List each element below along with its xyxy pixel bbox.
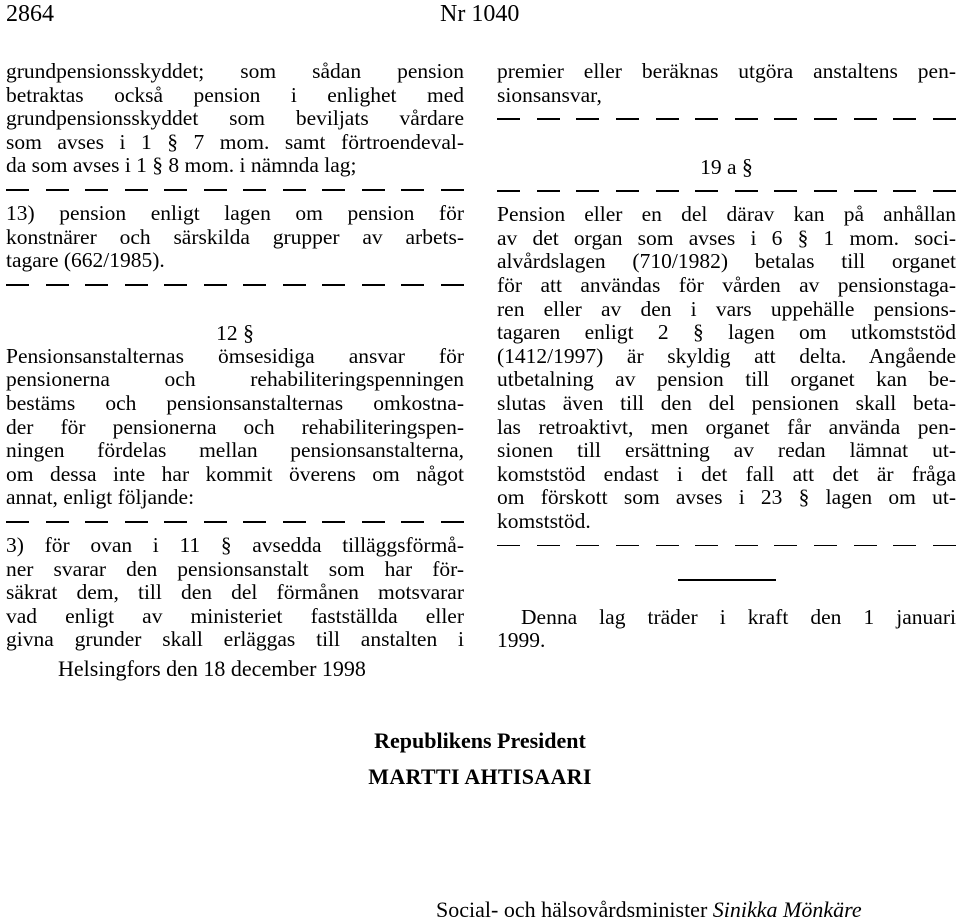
text-line: bestäms och pensionsanstalternas omkostna- [6,390,464,415]
text-line: grundpensionsskyddet; som sådan pension [6,59,464,83]
text-line: Denna lag träder i kraft den 1 januari [521,604,956,629]
text-line: premier eller beräknas utgöra anstaltens pen- [497,59,956,83]
text-line: tagare (662/1985). [6,248,165,273]
text-line: pensionerna och rehabiliteringspenningen [6,367,464,392]
text-line: om dessa inte har kommit överens om något [6,461,464,486]
text-line: (1412/1997) är skyldig att delta. Angående [497,343,956,368]
minister-title: Social- och hälsovårdsminister [436,897,708,922]
section-heading: 12 § [216,319,254,345]
omission-dashes [6,178,464,202]
text-line: las retroaktivt, men organet får använda pen- [497,414,956,439]
text-line: sionen till ersättning av redan lämnat ut- [497,438,956,463]
omission-dashes [497,179,956,203]
omission-dashes [6,273,464,297]
text-line: ren eller av den i vars uppehälle pensions- [497,296,956,321]
omission-dashes [497,107,956,131]
section-heading: 19 a § [700,154,753,180]
text-line: säkrat dem, till den del förmånen motsvarar [6,580,464,605]
section-symbol: § [741,154,753,180]
text-line: ningen fördelas mellan pensionsanstalterna, [6,438,464,463]
minister-name: Sinikka Mönkäre [712,897,862,922]
text-line: annat, enligt följande: [6,485,195,510]
text-line: sionsansvar, [497,82,602,107]
left-column [6,60,464,652]
text-line: 13) pension enligt lagen om pension för [6,200,464,225]
text-line: der för pensionerna och rehabiliteringspen- [6,414,464,439]
page-number: 2864 [6,1,54,27]
text-line: komststöd. [497,508,591,533]
text-line: utbetalning av pension till organet kan be- [497,367,956,392]
omission-dashes [497,534,956,558]
president-title: Republikens President [374,728,586,753]
issue-number: Nr 1040 [440,1,520,27]
text-line: ner svarar den pensionsanstalt som har för- [6,556,464,581]
text-line: slutas även till den del pensionen skall beta- [497,390,956,415]
text-line: av det organ som avses i 6 § 1 mom. soci- [497,225,956,250]
end-rule [678,579,776,581]
text-line: 3) för ovan i 11 § avsedda tilläggsförmå- [6,532,464,557]
president-name: MARTTI AHTISAARI [368,764,592,789]
text-line: konstnärer och särskilda grupper av arbets- [6,224,464,249]
text-line: tagaren enligt 2 § lagen om utkomststöd [497,320,956,345]
text-line: da som avses i 1 § 8 mom. i nämnda lag; [6,153,357,178]
section-symbol: § [242,319,254,345]
minister-signature [436,897,862,923]
text-line: grundpensionsskyddet som beviljats vårdare [6,106,464,131]
text-line: Pensionsanstalternas ömsesidiga ansvar för [6,343,464,368]
text-line: vad enligt av ministeriet fastställda eller [6,603,464,628]
text-line: 1999. [497,628,546,653]
right-column [497,60,956,653]
text-line: betraktas också pension i enlighet med [6,82,464,107]
text-line: Pension eller en del därav kan på anhållan [497,202,956,227]
text-line: komststöd endast i det fall att det är fråga [497,461,956,486]
text-line: för att användas för vården av pensionstaga- [497,272,956,297]
text-line: om förskott som avses i 23 § lagen om ut- [497,485,956,510]
text-line: som avses i 1 § 7 mom. samt förtroendeval- [6,129,464,154]
omission-dashes [6,510,464,534]
text-line: givna grunder skall erläggas till anstalten i [6,627,464,652]
place-date: Helsingfors den 18 december 1998 [58,656,366,681]
text-line: alvårdslagen (710/1982) betalas till organet [497,249,956,274]
